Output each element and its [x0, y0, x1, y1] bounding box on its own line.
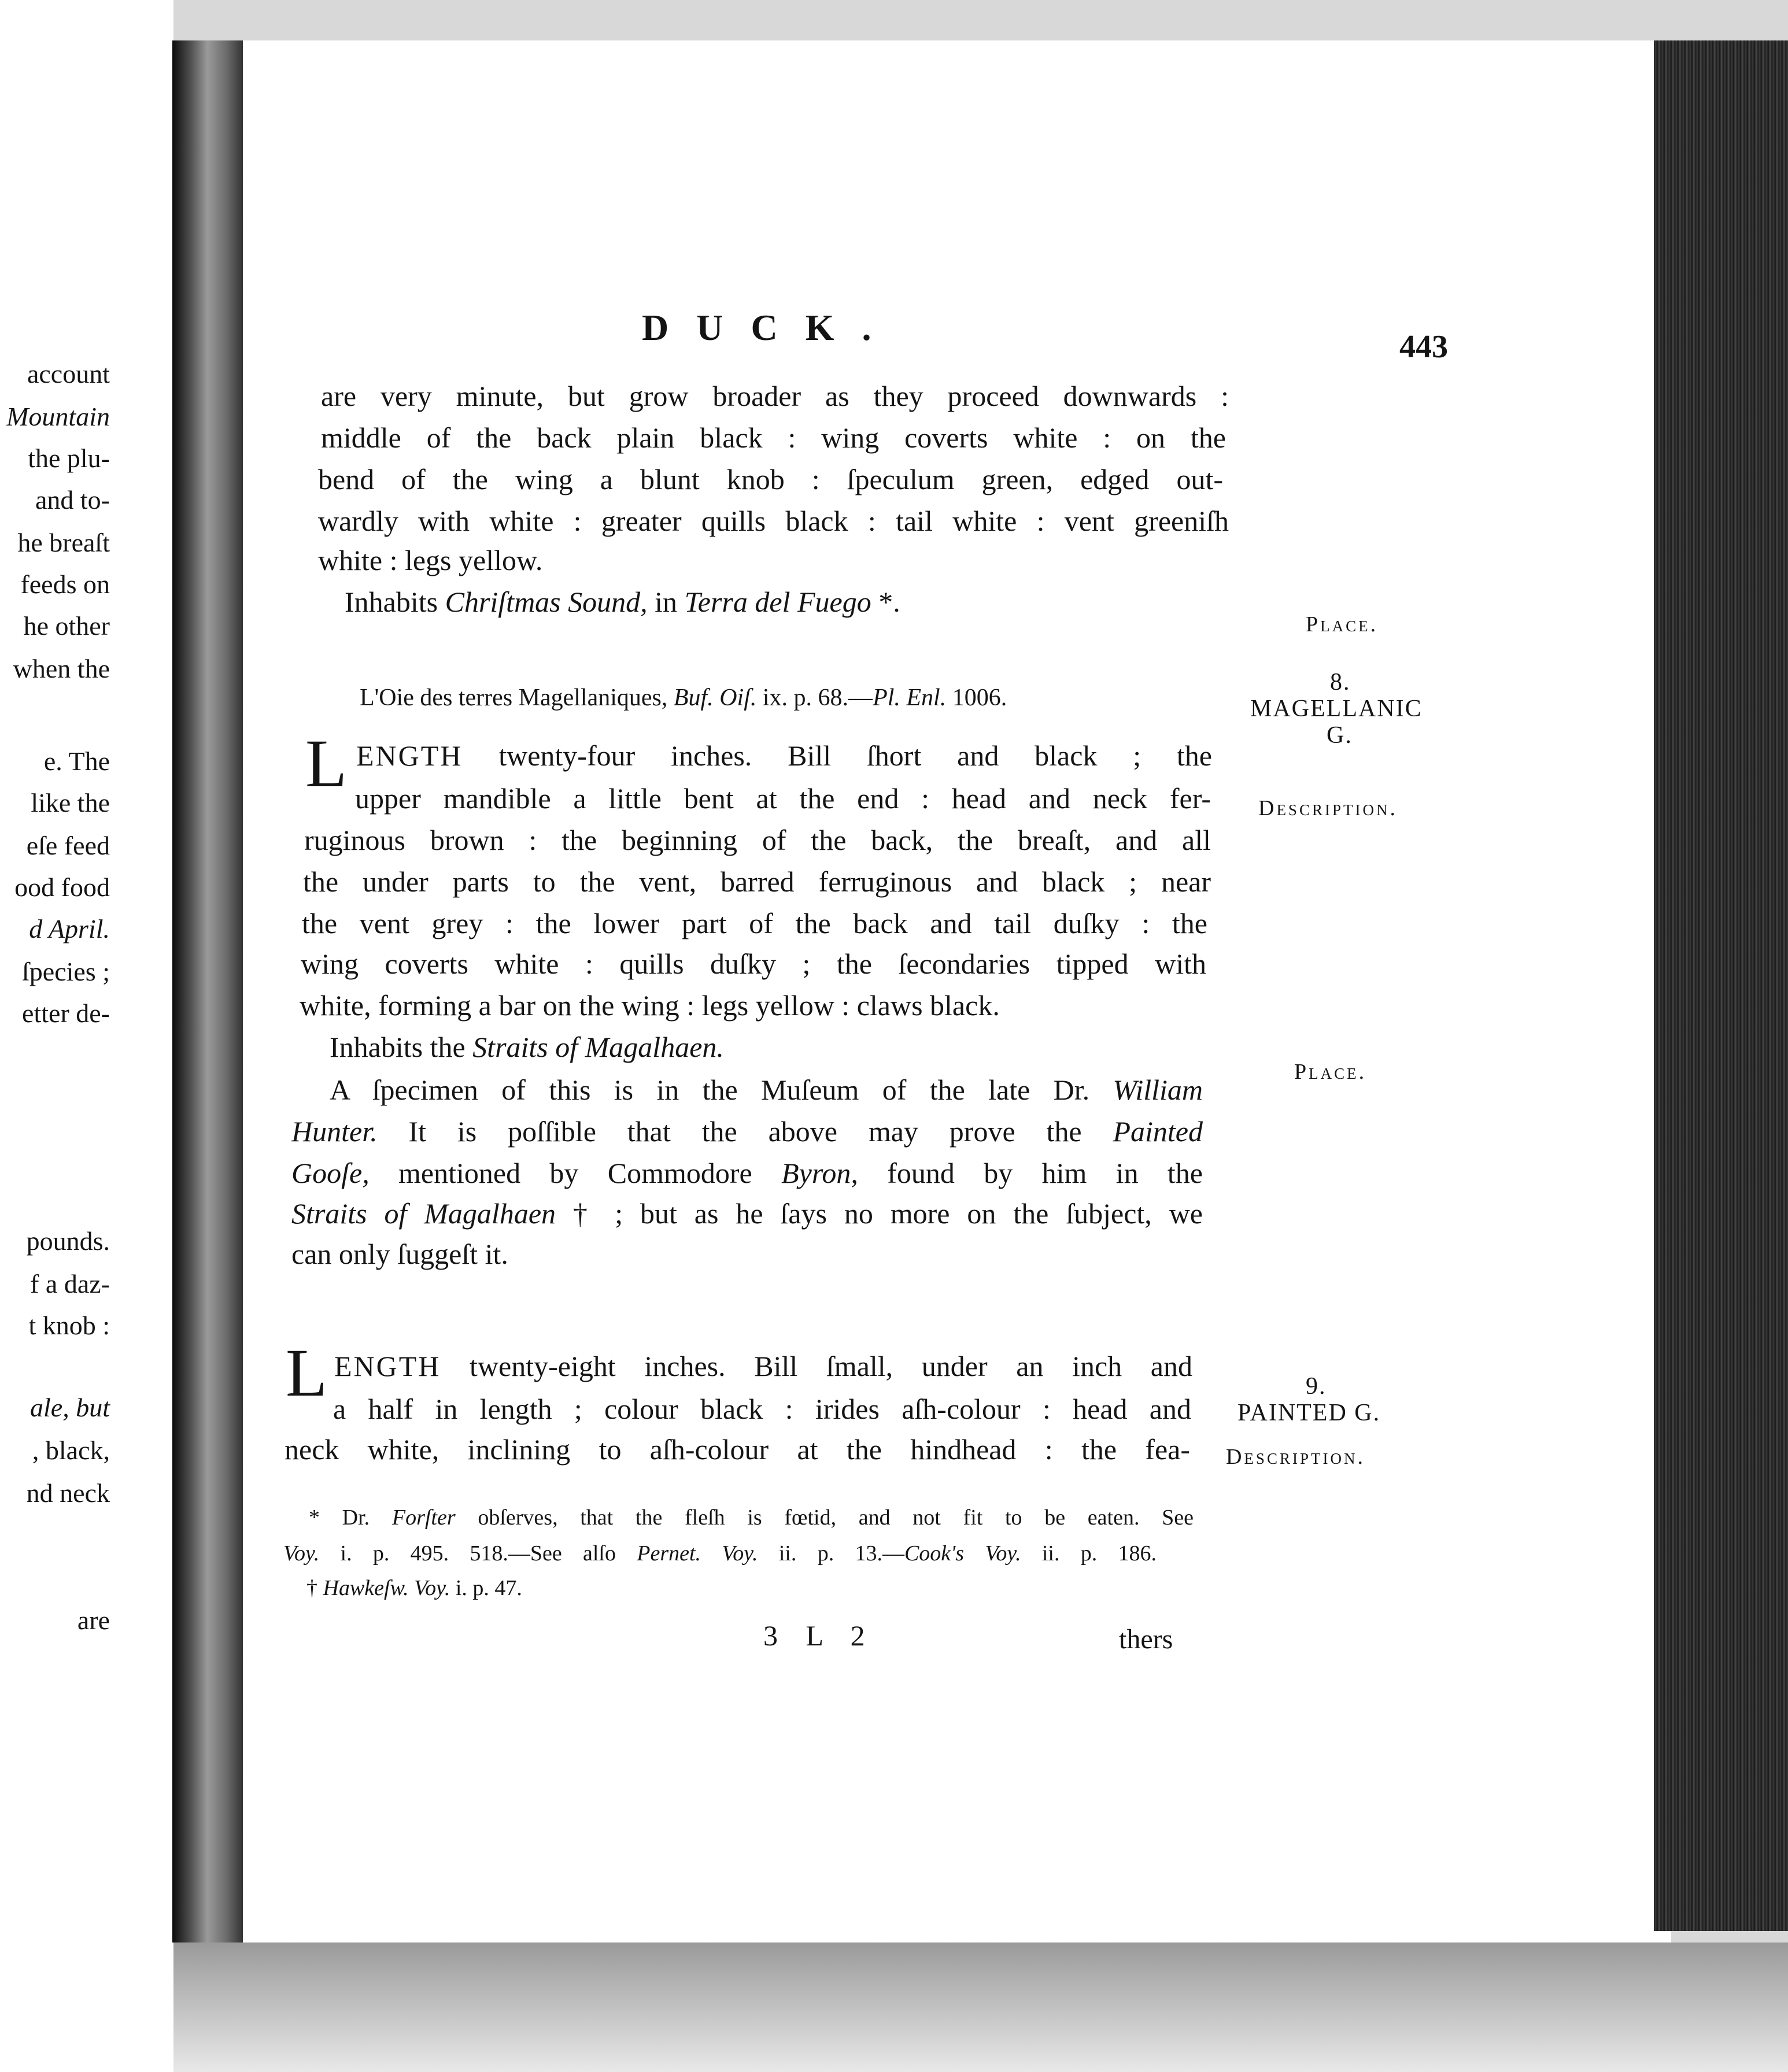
margin-species-title: MAGELLANIC	[1250, 695, 1423, 722]
text: i. p. 47.	[450, 1576, 522, 1600]
left-page-fragment: when the	[13, 654, 110, 683]
place-line-christmas-sound	[345, 587, 900, 616]
text: can only ſuggeſt it.	[291, 1238, 508, 1270]
text-line: the vent grey : the lower part of the back and tail duſky : the	[302, 907, 1207, 939]
footnote-line	[283, 1542, 1157, 1564]
text: twenty-eight inches. Bill ſmall, under an inch and	[441, 1350, 1192, 1382]
text: †	[306, 1576, 323, 1600]
text: in	[647, 586, 685, 618]
remark-line	[291, 1159, 1203, 1187]
left-page-fragment: etter de-	[22, 998, 110, 1028]
text-line: are very minute, but grow broader as they proceed downwards :	[321, 380, 1229, 412]
left-page-fragment: d April.	[29, 914, 110, 944]
text-line: ruginous brown : the beginning of the back, the breaſt, and all	[304, 824, 1211, 856]
left-page-fragment: account	[27, 359, 110, 388]
place-name: Terra del Fuego	[684, 586, 871, 618]
text: mentioned by Commodore	[369, 1157, 782, 1189]
italic-text: Voy.	[283, 1541, 320, 1566]
italic-text: Painted	[1113, 1115, 1203, 1148]
text-line: upper mandible a little bent at the end : head and neck fer-	[355, 782, 1211, 815]
italic-text: Cook's Voy.	[904, 1541, 1021, 1566]
page-fore-edge	[1654, 40, 1788, 1931]
left-page-fragment: ſpecies ;	[22, 957, 110, 986]
place-line-magalhaen	[330, 1033, 724, 1061]
page-bottom-shadow	[173, 1942, 1788, 2072]
text-line	[356, 741, 1212, 770]
left-page-fragment: , black,	[32, 1435, 110, 1465]
remark-line	[291, 1117, 1203, 1146]
text: obſerves, that the fleſh is fœtid, and not fit to be eaten. See	[455, 1505, 1194, 1530]
left-page-fragment: eſe feed	[26, 831, 110, 860]
margin-species-number: 8.	[1330, 669, 1351, 695]
left-page-fragment: the plu-	[28, 443, 110, 473]
drop-cap: L	[305, 726, 348, 801]
italic-text: Forſter	[391, 1505, 456, 1530]
margin-species-number: 9.	[1306, 1373, 1327, 1400]
page-number: 443	[1399, 329, 1448, 365]
text-line: middle of the back plain black : wing coverts white : on the	[321, 421, 1226, 454]
lead-word: ENGTH	[334, 1350, 441, 1382]
text-line: white, forming a bar on the wing : legs yellow : claws black.	[300, 989, 1000, 1022]
source-title: Pl. Enl.	[873, 684, 947, 711]
margin-place: Place.	[1306, 612, 1379, 637]
drop-cap: L	[286, 1335, 328, 1411]
text: Inhabits the	[330, 1031, 473, 1063]
margin-description: Description.	[1258, 796, 1398, 820]
remark-line	[291, 1199, 1203, 1228]
margin-description: Description.	[1226, 1445, 1365, 1469]
text: found by him in the	[858, 1157, 1203, 1189]
margin-place: Place.	[1294, 1060, 1367, 1084]
remark-line	[330, 1075, 1203, 1104]
remark-line	[291, 1240, 508, 1268]
left-page-fragment: e. The	[43, 746, 110, 776]
book-gutter	[172, 40, 250, 1942]
lead-word: ENGTH	[356, 739, 463, 772]
text: i. p. 495. 518.—See alſo	[319, 1541, 637, 1566]
place-name: Chriſtmas Sound,	[445, 586, 648, 618]
italic-text: Hunter.	[291, 1115, 378, 1148]
italic-text: Hawkeſw. Voy.	[323, 1576, 450, 1600]
text-line: neck white, inclining to aſh-colour at the hindhead : the fea-	[285, 1433, 1190, 1466]
left-page-fragment: like the	[31, 788, 110, 817]
left-page-fragment: Mountain	[6, 402, 110, 431]
italic-text: William	[1113, 1074, 1203, 1106]
text: L'Oie des terres Magellaniques,	[360, 684, 674, 711]
italic-text: Pernet. Voy.	[637, 1541, 758, 1566]
signature-mark: 3 L 2	[763, 1619, 875, 1652]
footnote-line	[306, 1577, 522, 1599]
text: ii. p. 186.	[1021, 1541, 1157, 1566]
text: It is poſſible that the above may prove the	[377, 1115, 1113, 1148]
left-page	[0, 0, 173, 2072]
left-page-fragment: and to-	[35, 485, 110, 515]
text-line: white : legs yellow.	[318, 544, 543, 576]
footnote-ref: *.	[871, 586, 900, 618]
left-page-fragment: t knob :	[28, 1311, 110, 1340]
left-page-fragment: are	[77, 1605, 110, 1635]
footnote-line	[309, 1507, 1194, 1529]
left-page-fragment: ale, but	[30, 1393, 110, 1422]
left-page-fragment: he breaſt	[17, 528, 110, 557]
text: 1006.	[946, 684, 1007, 711]
left-page-fragment: he other	[23, 611, 110, 641]
left-page-fragment: pounds.	[26, 1226, 110, 1256]
text: ix. p. 68.—	[756, 684, 873, 711]
text: * Dr.	[309, 1505, 392, 1530]
text-line: wardly with white : greater quills black : tail white : vent greeniſh	[318, 505, 1229, 537]
text-line: a half in length ; colour black : irides aſh-colour : head and	[333, 1393, 1191, 1425]
catchword: thers	[1119, 1624, 1173, 1655]
synonym-reference	[360, 686, 1007, 710]
text-line	[334, 1352, 1192, 1381]
text-line: the under parts to the vent, barred ferruginous and black ; near	[303, 865, 1211, 898]
left-page-fragment: f a daz-	[30, 1269, 110, 1298]
left-page-fragment: feeds on	[20, 569, 110, 599]
left-page-fragment: nd neck	[26, 1478, 110, 1508]
source-title: Buf. Oiſ.	[673, 684, 757, 711]
running-head: DUCK.	[642, 307, 899, 348]
italic-text: Gooſe,	[291, 1157, 370, 1189]
text: Inhabits	[345, 586, 445, 618]
italic-text: Byron,	[781, 1157, 858, 1189]
text: twenty-four inches. Bill ſhort and black ; the	[463, 739, 1212, 772]
text-line: wing coverts white : quills duſky ; the ſecondaries tipped with	[301, 948, 1206, 980]
place-name: Straits of Magalhaen.	[472, 1031, 724, 1063]
italic-text: Straits of Magalhaen	[291, 1197, 556, 1230]
margin-species-genus: G.	[1327, 722, 1353, 749]
text-line: bend of the wing a blunt knob : ſpeculum green, edged out-	[318, 463, 1223, 495]
text: ii. p. 13.—	[758, 1541, 904, 1566]
margin-species-title: PAINTED G.	[1237, 1400, 1381, 1426]
left-page-fragment: ood food	[14, 872, 110, 902]
text: † ; but as he ſays no more on the ſubject, we	[556, 1197, 1203, 1230]
text: A ſpecimen of this is in the Muſeum of the late Dr.	[330, 1074, 1113, 1106]
